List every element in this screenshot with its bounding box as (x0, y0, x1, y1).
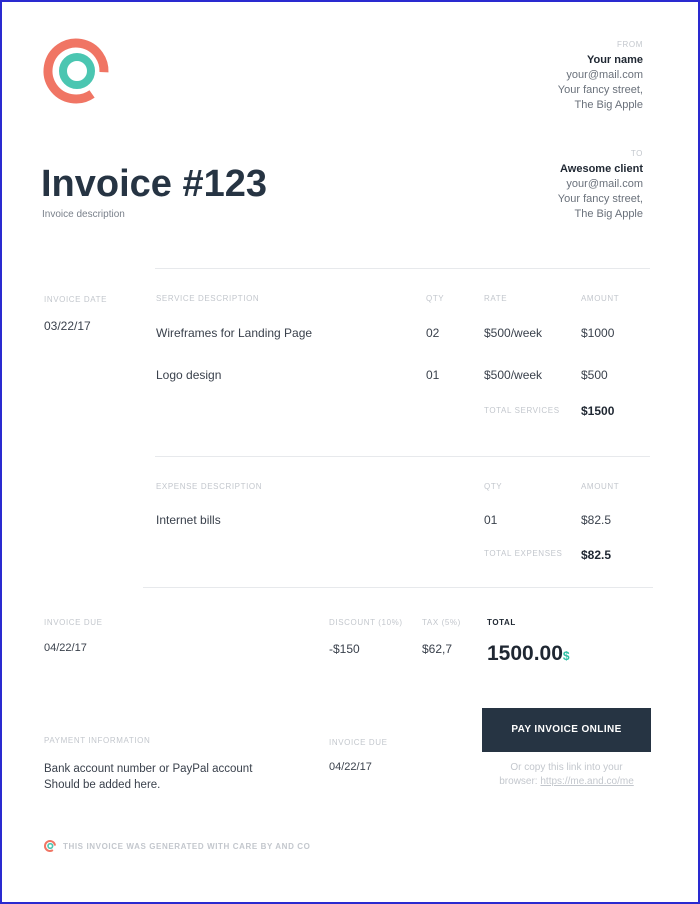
to-email: your@mail.com (566, 178, 643, 190)
service-row-2-amount: $500 (581, 368, 608, 382)
tax-label: TAX (5%) (422, 618, 461, 627)
total-label: TOTAL (487, 618, 516, 627)
invoice-date-value: 03/22/17 (44, 319, 91, 333)
payment-info-line-1: Bank account number or PayPal account (44, 763, 253, 775)
expense-row-1-qty: 01 (484, 513, 498, 527)
invoice-date-label: INVOICE DATE (44, 295, 108, 304)
from-city: The Big Apple (574, 99, 643, 111)
copy-link-text-line-1: Or copy this link into your (510, 762, 623, 773)
from-email: your@mail.com (566, 69, 643, 81)
total-services-value: $1500 (581, 404, 615, 418)
brand-logo-icon (40, 33, 112, 111)
total-expenses-value: $82.5 (581, 548, 612, 562)
expense-row-1-amount: $82.5 (581, 513, 612, 527)
payment-info-line-2: Should be added here. (44, 779, 161, 791)
payment-invoice-due-label: INVOICE DUE (329, 738, 388, 747)
expense-qty-header: QTY (484, 482, 503, 491)
grand-total-currency: $ (562, 649, 570, 663)
expense-amount-header: AMOUNT (581, 482, 620, 491)
service-row-1-description: Wireframes for Landing Page (156, 326, 313, 340)
to-street: Your fancy street, (557, 193, 643, 205)
pay-invoice-online-button[interactable]: PAY INVOICE ONLINE (482, 708, 651, 752)
from-name: Your name (586, 54, 643, 66)
payment-link[interactable]: https://me.and.co/me (540, 776, 634, 787)
divider-lower (143, 587, 653, 588)
footer-logo-icon (43, 839, 57, 853)
service-row-2-qty: 01 (426, 368, 440, 382)
invoice-due-value: 04/22/17 (44, 642, 87, 654)
divider-top (155, 268, 650, 269)
service-row-2-description: Logo design (156, 368, 222, 382)
invoice-title: Invoice #123 (41, 163, 268, 205)
copy-link-text-line-2 (482, 775, 651, 789)
payment-invoice-due-value: 04/22/17 (329, 761, 372, 773)
grand-total-value: 1500.00 (487, 642, 563, 665)
to-name: Awesome client (560, 163, 643, 175)
divider-middle (155, 456, 650, 457)
service-description-header: SERVICE DESCRIPTION (156, 294, 260, 303)
service-qty-header: QTY (426, 294, 445, 303)
service-row-1-rate: $500/week (484, 326, 543, 340)
service-amount-header: AMOUNT (581, 294, 620, 303)
service-row-1-amount: $1000 (581, 326, 615, 340)
service-row-2-rate: $500/week (484, 368, 543, 382)
footer-text: THIS INVOICE WAS GENERATED WITH CARE BY AND CO (63, 842, 311, 851)
service-rate-header: RATE (484, 294, 508, 303)
expense-description-header: EXPENSE DESCRIPTION (156, 482, 263, 491)
from-street: Your fancy street, (557, 84, 643, 96)
to-block (443, 149, 643, 222)
invoice-due-label: INVOICE DUE (44, 618, 103, 627)
tax-value: $62,7 (422, 642, 453, 656)
discount-value: -$150 (329, 642, 360, 656)
invoice-description: Invoice description (42, 209, 125, 220)
from-block (443, 40, 643, 113)
from-label: FROM (617, 40, 643, 49)
copy-link-prefix: browser: (499, 776, 538, 787)
discount-label: DISCOUNT (10%) (329, 618, 403, 627)
payment-info-label: PAYMENT INFORMATION (44, 736, 151, 745)
service-row-1-qty: 02 (426, 326, 440, 340)
grand-total (487, 642, 570, 666)
to-city: The Big Apple (574, 208, 643, 220)
copy-link-text (482, 761, 651, 789)
total-services-label: TOTAL SERVICES (484, 406, 560, 415)
to-label: TO (630, 149, 643, 158)
expense-row-1-description: Internet bills (156, 513, 221, 527)
total-expenses-label: TOTAL EXPENSES (484, 549, 563, 558)
